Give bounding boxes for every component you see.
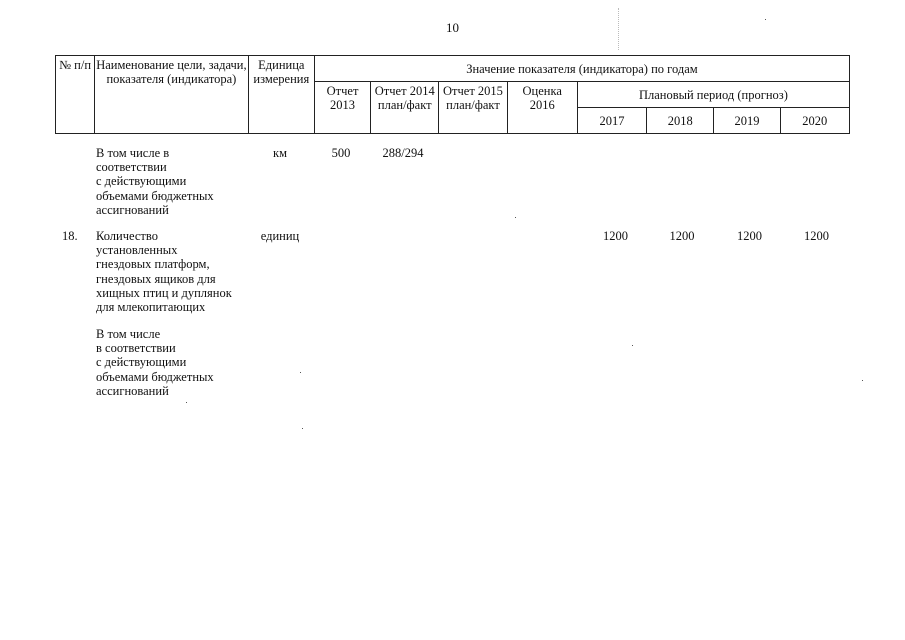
row-2-value-2017: 1200 <box>603 229 628 243</box>
header-year-2019: 2019 <box>714 108 780 134</box>
scan-speck <box>765 19 766 20</box>
row-3-name: В том числе в соответствии с действующими объемами бюджетных ассигнований <box>96 327 214 398</box>
row-2-num: 18. <box>62 229 78 243</box>
scan-speck <box>300 372 301 373</box>
page-number: 10 <box>446 20 459 35</box>
header-year-2018: 2018 <box>647 108 714 134</box>
header-name: Наименование цели, задачи, показателя (индикатора) <box>95 56 249 134</box>
header-report-2015: Отчет 2015 план/факт <box>439 82 507 134</box>
header-num: № п/п <box>56 56 95 134</box>
scan-speck <box>186 402 187 403</box>
row-1-unit: км <box>273 146 287 160</box>
header-unit: Единица измерения <box>248 56 314 134</box>
row-2-value-2018: 1200 <box>669 229 695 243</box>
row-2-unit: единиц <box>260 229 300 243</box>
header-planned-period: Плановый период (прогноз) <box>577 82 849 108</box>
header-year-2017: 2017 <box>577 108 646 134</box>
row-2-value-2020: 1200 <box>804 229 829 243</box>
row-2-value-2019: 1200 <box>737 229 762 243</box>
header-report-2013: Отчет 2013 <box>314 82 370 134</box>
scan-speck <box>302 428 303 429</box>
row-2-name: Количество установленных гнездовых платформ, гнездовых ящиков для хищных птиц и дуплянок для млекопитающих <box>96 229 232 315</box>
indicator-table-header <box>55 55 850 134</box>
header-values-by-year: Значение показателя (индикатора) по годам <box>314 56 849 82</box>
scan-artifact-line <box>618 8 619 50</box>
row-1-report-2013: 500 <box>331 146 351 160</box>
scan-speck <box>515 217 516 218</box>
header-report-2014: Отчет 2014 план/факт <box>371 82 439 134</box>
header-estimate-2016: Оценка 2016 <box>507 82 577 134</box>
row-1-report-2014: 288/294 <box>382 146 424 160</box>
scan-speck <box>862 380 863 381</box>
header-year-2020: 2020 <box>780 108 849 134</box>
scan-speck <box>632 345 633 346</box>
row-1-name: В том числе в соответствии с действующими объемами бюджетных ассигнований <box>96 146 214 217</box>
